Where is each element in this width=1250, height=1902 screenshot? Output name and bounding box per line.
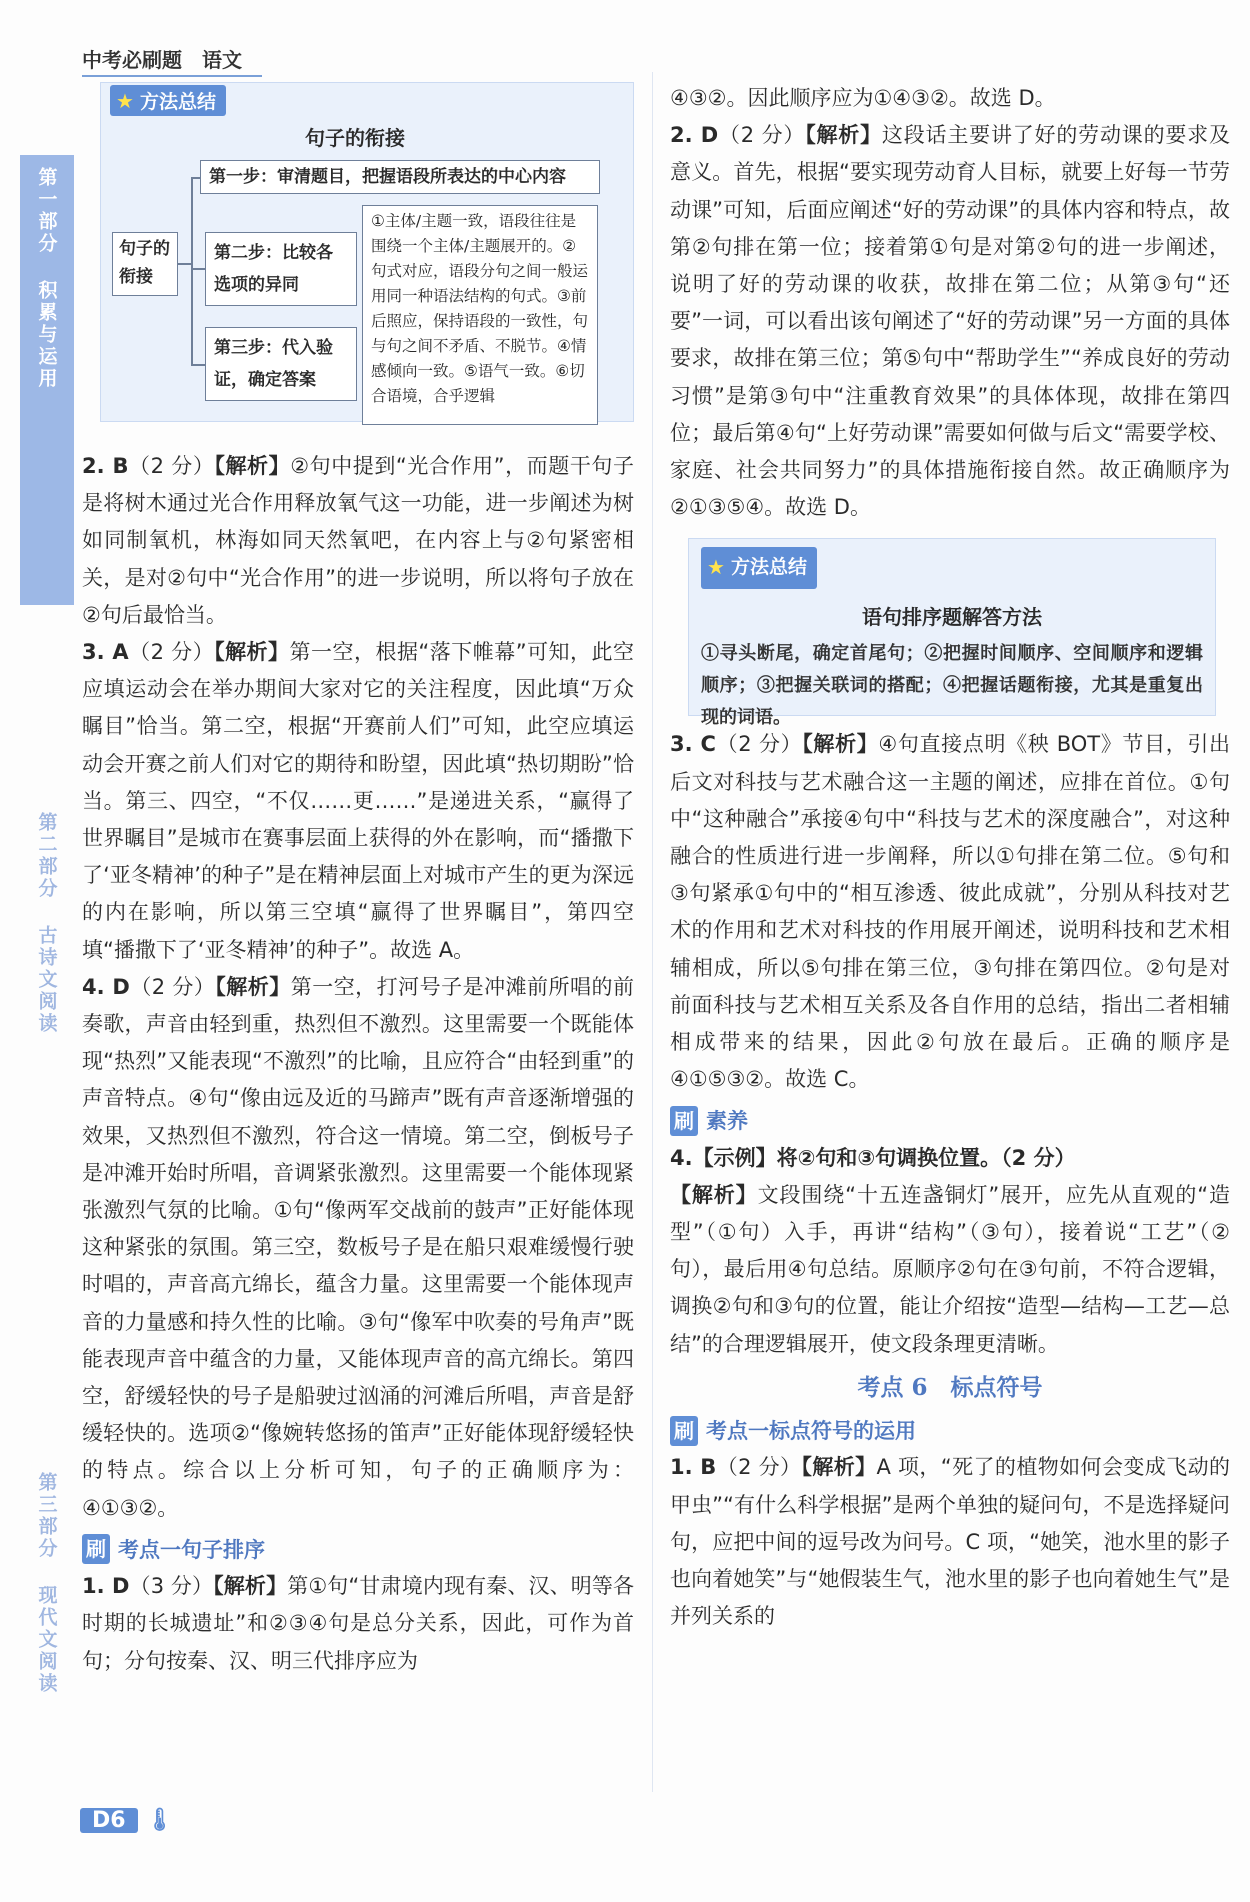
connector [191,177,193,365]
mindmap-tips: ①主体/主题一致，语段往往是围绕一个主体/主题展开的。②句式对应，语段分句之间一般运用同一种语法结构的句式。③前后照应，保持语段的一致性，句与句之间不矛盾、不脱节。④情感倾向一致。⑤语气一致。⑥切合语境，合乎逻辑 [362,205,598,425]
mindmap-step1: 第一步：审清题目，把握语段所表达的中心内容 [200,160,600,194]
answer-number: 3. C [670,732,716,757]
side-tab-part3[interactable]: 第三部分 现代文阅读 [35,1472,58,1695]
answer-number: 1. D [82,1574,130,1599]
analysis-text: 文段围绕“十五连盏铜灯”展开，应先从直观的“造型”（①句）入手，再讲“结构”（③句），接着说“工艺”（②句），最后用④句总结。原顺序②句在③句前，不符合逻辑，调换②句和③句的位置，能让介绍按“造型—结构—工艺—总结”的合理逻辑展开，使文段条理更清晰。 [670,1182,1230,1356]
analysis-item [670,1177,1230,1363]
star-icon: ★ [116,88,134,113]
analysis-text: 第①句“甘肃境内现有秦、汉、明等各时期的长城遗址”和②③④句是总分关系，因此，可作为首句；分句按秦、汉、明三代排序应为 [82,1574,634,1673]
analysis-label: 【解析】 [801,1455,877,1480]
kaodian-heading: 考点 6 标点符号 [857,1373,1043,1401]
right-column [670,80,1230,1635]
thermometer-icon: 🌡 [145,1808,174,1833]
page-header [82,44,262,77]
mindmap-step3: 第三步：代入验证，确定答案 [205,327,357,401]
section-heading [670,1412,1230,1449]
page-number: D6 [80,1808,138,1833]
method-summary-badge [701,547,817,588]
answer-score: （3 分） [129,1574,214,1599]
side-tab-part2[interactable]: 第二部分 古诗文阅读 [35,812,58,1035]
answer-item [82,1568,634,1680]
star-icon: ★ [707,555,725,580]
connector [191,364,206,366]
analysis-text: 第一空，打河号子是冲滩前所唱的前奏歌，声音由轻到重，热烈但不激烈。这里需要一个既能体现“热烈”又能表现“不激烈”的比喻，且应符合“由轻到重”的声音特点。④句“像由远及近的马蹄声”既有声音逐渐增强的效果，又热烈但不激烈，符合这一情境。第二空，倒板号子是冲滩开始时所唱，音调紧张激烈。这里需要一个能体现紧张激烈气氛的比喻。①句“像两军交战前的鼓声”正好能体现这种紧张的氛围。第三空，数板号子是在船只艰难缓慢行驶时唱的，声音高亢绵长，蕴含力量。这里需要一个能体现声音的力量感和持久性的比喻。③句“像军中吹奏的号角声”既能表现声音中蕴含的力量，又能体现声音的高亢绵长。第四空，舒缓轻快的号子是船驶过汹涌的河滩后所唱，声音是舒缓轻快的。选项②“像婉转悠扬的笛声”正好能体现舒缓轻快的特点。综合以上分析可知，句子的正确顺序为：④①③②。 [82,974,634,1520]
section-heading [82,1531,634,1568]
answer-score: （2 分） [715,732,803,757]
method-summary-body: ①寻头断尾，确定首尾句；②把握时间顺序、空间顺序和逻辑顺序；③把握关联词的搭配；④把握话题衔接，尤其是重复出现的词语。 [701,642,1203,728]
answer-number: 4. D [82,974,130,999]
analysis-text: 这段话主要讲了好的劳动课的要求及意义。首先，根据“要实现劳动育人目标，就要上好每一节劳动课”可知，后面应阐述“好的劳动课”的具体内容和特点，故第②句排在第一位；接着第①句是对第②句的进一步阐述，说明了好的劳动课的收获，故排在第二位；从第③句“还要”一词，可以看出该句阐述了“好的劳动课”另一方面的具体要求，故排在第三位；第⑤句中“帮助学生”“养成良好的劳动习惯”是第③句中“注重教育效果”的具体体现，故排在第四位；最后第④句“上好劳动课”需要如何做与后文“需要学校、家庭、社会共同努力”的具体措施衔接自然。故正确顺序为②①③⑤④。故选 D。 [670,123,1230,520]
method-summary-panel-2 [688,538,1216,728]
series-title: 中考必刷题 [82,48,182,72]
left-column [82,448,634,1680]
analysis-text: ②句中提到“光合作用”，而题干句子是将树木通过光合作用释放氧气这一功能，进一步阐述为树如同制氧机，林海如同天然氧吧，在内容上与②句紧密相关，是对②句中“光合作用”的进一步说明，所以将句子放在②句后最恰当。 [82,454,634,627]
answer-number: 4.【示例】 [670,1145,777,1170]
answer-score: （2 分） [716,1455,802,1480]
analysis-label: 【解析】 [670,1182,758,1207]
section-title: 素养 [706,1108,748,1134]
method-summary-title: 句子的衔接 [305,126,405,150]
answer-item [670,1140,1230,1177]
analysis-label: 【解析】 [802,732,879,757]
answer-item [670,726,1230,1098]
answer-number: 2. B [82,454,129,478]
subject-title: 语文 [202,48,242,72]
method-summary-label: 方法总结 [139,91,216,113]
section-heading [670,1102,1230,1139]
analysis-label: 【解析】 [805,123,882,148]
answer-text: 将②句和③句调换位置。（2 分） [776,1145,1076,1170]
analysis-text: ④句直接点明《秧 BOT》节目，引出后文对科技与艺术融合这一主题的阐述，应排在首位。①句中“这种融合”承接④句中“科技与艺术的深度融合”，对这种融合的性质进行进一步阐释，所以①句排在第二位。⑤句和③句紧承①句中的“相互渗透、彼此成就”，分别从科技对艺术的作用和艺术对科技的作用展开阐述，说明科技和艺术相辅相成，所以⑤句排在第三位，③句排在第四位。②句是对前面科技与艺术相互关系及各自作用的总结，指出二者相辅相成带来的结果，因此②句放在最后。正确的顺序是④①⑤③②。故选 C。 [670,732,1231,1092]
answer-item [82,969,634,1527]
answer-score: （2 分） [129,974,216,999]
answer-score: （2 分） [128,640,215,665]
analysis-label: 【解析】 [215,974,291,999]
section-title: 考点一句子排序 [118,1536,265,1562]
shua-icon: 刷 [82,1534,110,1564]
answer-number: 2. D [670,123,719,148]
method-summary-label: 方法总结 [730,556,807,579]
side-tab-part1[interactable]: 第一部分 积累与运用 [20,155,74,605]
answer-number: 1. B [670,1455,717,1480]
answer-item [82,634,634,969]
analysis-label: 【解析】 [214,640,290,665]
answer-item [82,448,634,634]
answer-item [670,1449,1230,1635]
column-divider [652,72,653,1792]
analysis-label: 【解析】 [214,454,291,478]
answer-score: （2 分） [128,454,215,478]
answer-number: 3. A [82,640,129,665]
method-summary-title: 语句排序题解答方法 [862,604,1042,629]
connector [191,268,206,270]
analysis-label: 【解析】 [213,1574,288,1599]
connector [178,263,192,265]
page-footer [80,1808,174,1833]
answer-score: （2 分） [718,123,806,148]
continued-text: ④③②。因此顺序应为①④③②。故选 D。 [670,86,1056,110]
mindmap-root: 句子的衔接 [112,232,178,296]
shua-icon: 刷 [670,1416,698,1446]
section-title: 考点一标点符号的运用 [706,1418,916,1444]
shua-icon: 刷 [670,1106,698,1136]
method-summary-badge [110,85,226,116]
mindmap-step2: 第二步：比较各选项的异同 [205,232,357,306]
analysis-text: A 项，“死了的植物如何会变成飞动的甲虫”“有什么科学根据”是两个单独的疑问句，不是选择疑问句，应把中间的逗号改为问号。C 项，“她笑，池水里的影子也向着她笑”与“她假装生气，池水里的影子也向着她生气”是并列关系的 [670,1455,1230,1629]
answer-item [670,117,1230,526]
analysis-text: 第一空，根据“落下帷幕”可知，此空应填运动会在举办期间大家对它的关注程度，因此填“万众瞩目”恰当。第二空，根据“开赛前人们”可知，此空应填运动会开赛之前人们对它的期待和盼望，因此填“热切期盼”恰当。第三、四空，“不仅……更……”是递进关系，“赢得了世界瞩目”是城市在赛事层面上获得的外在影响，而“播撒下了‘亚冬精神’的种子”是在精神层面上对城市产生的更为深远的内在影响，所以第三空填“赢得了世界瞩目”，第四空填“播撒下了‘亚冬精神’的种子”。故选 A。 [82,640,635,962]
